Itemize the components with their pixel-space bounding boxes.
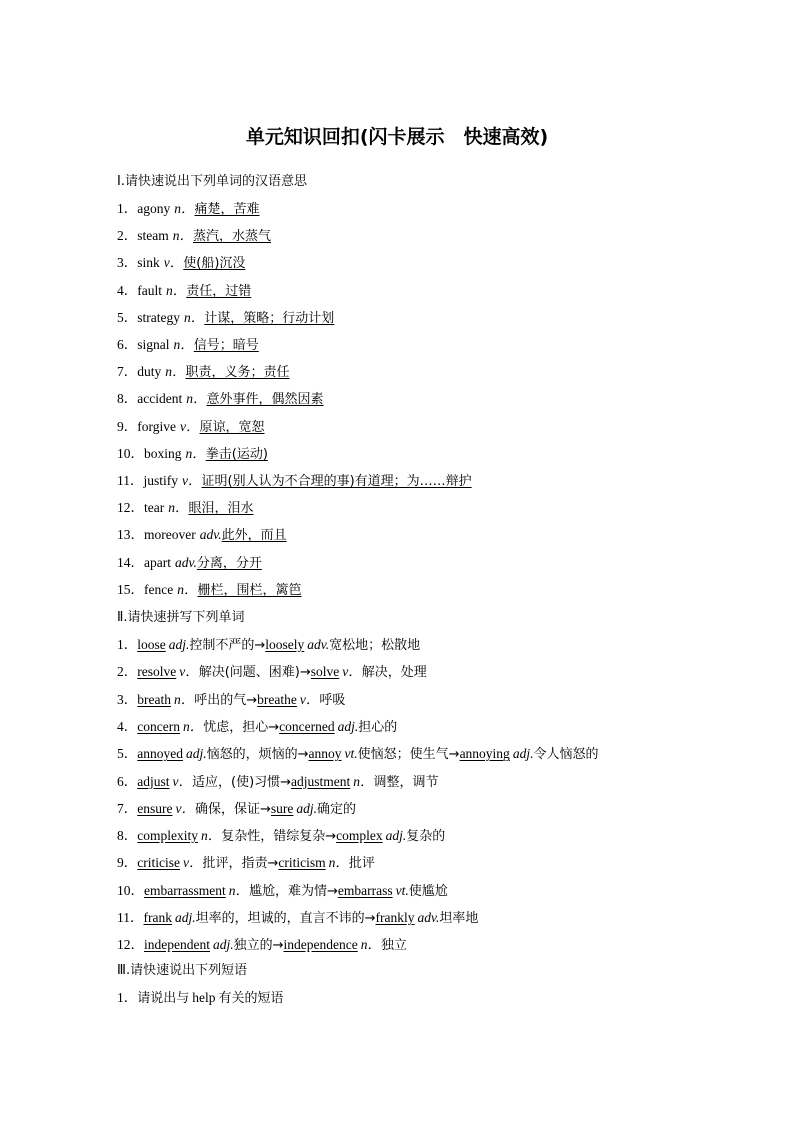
part-of-speech: n． — [228, 882, 249, 898]
item-number: 2． — [117, 664, 138, 680]
spelling-answer: frank — [143, 910, 172, 925]
part-of-speech: n． — [177, 581, 198, 597]
vocab-meaning-answer: 此外，而且 — [221, 528, 287, 544]
section-2-heading: Ⅱ.请快速拼写下列单词 — [117, 610, 245, 625]
spelling-answer: adjust — [137, 773, 170, 789]
part-of-speech: n． — [328, 855, 349, 871]
part-of-speech: adj. — [185, 746, 207, 762]
part-of-speech: v． — [182, 855, 203, 871]
part-of-speech: v． — [342, 664, 362, 680]
part-of-speech: v． — [299, 691, 320, 707]
vocab-word: strategy — [137, 309, 180, 325]
part-of-speech: n． — [173, 337, 194, 352]
meaning-text: 忧虑，担心→ — [203, 719, 280, 735]
meaning-text: 解决，处理 — [361, 665, 427, 681]
vocab-item — [117, 418, 265, 436]
part-of-speech: adv. — [199, 527, 222, 543]
vocab-word: boxing — [144, 445, 182, 461]
vocab-meaning-answer: 眼泪，泪水 — [188, 501, 254, 517]
spelling-answer: annoyed — [137, 746, 183, 762]
spelling-answer: resolve — [137, 664, 177, 680]
spelling-item — [117, 854, 375, 872]
part-of-speech: n． — [173, 691, 195, 707]
part-of-speech: v． — [182, 473, 202, 488]
spelling-answer: embarrassment — [144, 882, 226, 898]
item-number: 12． — [117, 500, 144, 516]
vocab-word: tear — [144, 500, 165, 516]
spelling-item — [117, 800, 356, 818]
part-of-speech: adj. — [168, 637, 190, 652]
part-of-speech: n． — [182, 718, 204, 734]
part-of-speech: n． — [172, 228, 193, 244]
item-number: 2． — [117, 228, 138, 244]
meaning-text: 控制不严的→ — [189, 638, 266, 653]
phrase-item — [117, 989, 284, 1007]
vocab-meaning-answer: 证明(别人认为不合理的事)有道理；为……辩护 — [201, 474, 472, 489]
spelling-item — [117, 691, 345, 709]
vocab-meaning-answer: 栅栏，围栏，篱笆 — [197, 582, 302, 598]
meaning-text: 确保，保证→ — [194, 801, 271, 817]
vocab-meaning-answer: 蒸汽，水蒸气 — [193, 229, 272, 245]
spelling-item — [117, 827, 445, 845]
part-of-speech: adv. — [307, 637, 330, 652]
vocab-item — [117, 336, 259, 354]
meaning-text: 独立的→ — [233, 938, 284, 954]
vocab-meaning-answer: 职责，义务；责任 — [185, 365, 290, 381]
item-number: 4． — [117, 282, 138, 298]
meaning-text: 坦率地 — [439, 911, 479, 926]
spelling-answer: criticism — [278, 855, 326, 871]
page-title: 单元知识回扣(闪卡展示 快速高效) — [245, 126, 549, 148]
meaning-text: 独立 — [381, 938, 408, 954]
meaning-text: 使尴尬 — [408, 883, 448, 899]
item-number: 14． — [117, 554, 144, 570]
vocab-word: sink — [137, 255, 160, 271]
vocab-item — [117, 581, 302, 599]
vocab-meaning-answer: 痛楚，苦难 — [194, 202, 260, 217]
vocab-word: fault — [137, 282, 162, 298]
part-of-speech: v． — [179, 664, 199, 680]
vocab-meaning-answer: 使(船)沉没 — [183, 256, 246, 272]
meaning-text: 使恼怒；使生气→ — [357, 747, 460, 763]
spelling-answer: complex — [336, 828, 383, 844]
vocab-word: steam — [137, 228, 169, 244]
meaning-text: 适应，(使)习惯→ — [192, 774, 292, 790]
section-1-heading: Ⅰ.请快速说出下列单词的汉语意思 — [117, 174, 307, 189]
part-of-speech: n． — [166, 282, 187, 298]
spelling-answer: breath — [137, 691, 171, 707]
meaning-text: 确定的 — [317, 801, 357, 817]
vocab-item — [117, 282, 251, 300]
spelling-answer: annoying — [459, 746, 510, 762]
part-of-speech: adj. — [212, 937, 234, 953]
vocab-word: apart — [144, 554, 171, 570]
spelling-answer: concerned — [279, 718, 335, 734]
vocab-meaning-answer: 拳击(运动) — [205, 446, 268, 462]
item-number: 8． — [117, 828, 138, 844]
spelling-answer: loosely — [265, 637, 305, 652]
spelling-answer: solve — [310, 664, 340, 680]
spelling-answer: concern — [137, 718, 180, 734]
meaning-text: 宽松地；松散地 — [329, 638, 421, 653]
item-number: 9． — [117, 855, 138, 871]
part-of-speech: adv. — [417, 910, 440, 925]
item-number: 1． — [117, 637, 138, 652]
vocab-item — [117, 499, 254, 517]
vocab-item — [117, 472, 472, 490]
item-number: 13． — [117, 527, 144, 543]
part-of-speech: v． — [163, 255, 184, 271]
part-of-speech: adj. — [385, 828, 407, 844]
vocab-meaning-answer: 计谋，策略；行动计划 — [204, 310, 335, 326]
spelling-item — [117, 909, 478, 927]
spelling-item — [117, 745, 598, 763]
spelling-answer: adjustment — [291, 773, 351, 789]
item-number: 6． — [117, 337, 138, 352]
part-of-speech: vt. — [344, 746, 358, 762]
item-number: 1． — [117, 201, 138, 216]
vocab-item — [117, 227, 271, 245]
item-number: 5． — [117, 746, 138, 762]
vocab-word: forgive — [137, 418, 176, 434]
item-number: 11． — [117, 910, 144, 925]
item-number: 7． — [117, 364, 138, 380]
vocab-word: signal — [137, 337, 170, 352]
item-number: 5． — [117, 309, 138, 325]
part-of-speech: n． — [184, 309, 205, 325]
part-of-speech: n． — [168, 500, 189, 516]
meaning-text: 复杂的 — [406, 829, 446, 845]
meaning-text: 呼出的气→ — [194, 692, 258, 708]
spelling-answer: loose — [137, 637, 166, 652]
item-number: 9． — [117, 418, 138, 434]
vocab-word: fence — [144, 581, 174, 597]
spelling-item — [117, 882, 448, 900]
item-number: 3． — [117, 255, 138, 271]
spelling-item — [117, 718, 397, 736]
item-number: 11． — [117, 473, 144, 488]
part-of-speech: adj. — [174, 910, 196, 925]
part-of-speech: n． — [185, 445, 206, 461]
vocab-meaning-answer: 信号；暗号 — [193, 338, 259, 353]
part-of-speech: v． — [180, 418, 200, 434]
vocab-word: justify — [143, 473, 179, 488]
spelling-answer: ensure — [137, 800, 173, 816]
item-number: 10． — [117, 882, 144, 898]
phrase-prompt: 有关的短语 — [218, 991, 284, 1006]
section-3-heading: Ⅲ.请快速说出下列短语 — [117, 963, 248, 978]
spelling-answer: criticise — [137, 855, 180, 871]
meaning-text: 批评，指责→ — [202, 856, 279, 872]
meaning-text: 令人恼怒的 — [533, 747, 599, 763]
vocab-item — [117, 526, 287, 544]
meaning-text: 尴尬，难为情→ — [248, 883, 338, 899]
part-of-speech: n． — [353, 773, 374, 789]
vocab-word: duty — [137, 364, 162, 380]
item-number: 7． — [117, 800, 138, 816]
part-of-speech: adj. — [337, 718, 359, 734]
vocab-item — [117, 254, 245, 272]
meaning-text: 坦率的，坦诚的，直言不讳的→ — [195, 911, 376, 926]
vocab-item — [117, 200, 260, 218]
part-of-speech: adj. — [512, 746, 534, 762]
spelling-item — [117, 663, 427, 681]
vocab-word: moreover — [144, 527, 196, 543]
spelling-answer: independent — [144, 937, 210, 953]
spelling-answer: embarrass — [337, 882, 393, 898]
vocab-item — [117, 363, 290, 381]
meaning-text: 恼怒的，烦恼的→ — [206, 747, 309, 763]
spelling-item — [117, 936, 407, 954]
part-of-speech: v． — [175, 800, 195, 816]
part-of-speech: n． — [165, 364, 186, 380]
spelling-answer: annoy — [308, 746, 342, 762]
spelling-answer: sure — [270, 800, 294, 816]
item-number: 10． — [117, 445, 144, 461]
vocab-item — [117, 445, 268, 463]
vocab-meaning-answer: 原谅，宽恕 — [199, 419, 265, 435]
part-of-speech: vt. — [395, 882, 409, 898]
vocab-word: accident — [137, 391, 183, 407]
part-of-speech: n． — [174, 201, 195, 216]
item-number: 1． — [117, 990, 138, 1005]
phrase-prompt: 请说出与 — [137, 991, 190, 1006]
meaning-text: 复杂性，错综复杂→ — [221, 829, 337, 845]
spelling-item — [117, 773, 439, 791]
vocab-item — [117, 554, 262, 572]
part-of-speech: n． — [201, 828, 222, 844]
part-of-speech: n． — [360, 937, 381, 953]
item-number: 15． — [117, 581, 144, 597]
vocab-meaning-answer: 责任，过错 — [186, 283, 252, 299]
vocab-word: agony — [137, 201, 171, 216]
spelling-item — [117, 636, 420, 654]
meaning-text: 担心的 — [358, 719, 398, 735]
meaning-text: 批评 — [348, 856, 375, 872]
item-number: 8． — [117, 391, 138, 407]
meaning-text: 调整，调节 — [373, 774, 439, 790]
vocab-item — [117, 309, 334, 327]
spelling-answer: complexity — [137, 828, 198, 844]
item-number: 4． — [117, 718, 138, 734]
spelling-answer: breathe — [257, 691, 297, 707]
part-of-speech: adv. — [174, 554, 197, 570]
vocab-meaning-answer: 分离，分开 — [196, 555, 262, 571]
spelling-answer: independence — [283, 937, 358, 953]
part-of-speech: v． — [172, 773, 192, 789]
item-number: 12． — [117, 937, 144, 953]
part-of-speech: n． — [186, 391, 207, 407]
vocab-item — [117, 390, 324, 408]
vocab-meaning-answer: 意外事件，偶然因素 — [206, 392, 324, 408]
phrase-keyword: help — [192, 990, 216, 1005]
part-of-speech: adj. — [296, 800, 318, 816]
spelling-answer: frankly — [375, 910, 415, 925]
item-number: 6． — [117, 773, 138, 789]
meaning-text: 呼吸 — [319, 692, 346, 708]
meaning-text: 解决(问题、困难)→ — [198, 665, 311, 681]
item-number: 3． — [117, 691, 138, 707]
